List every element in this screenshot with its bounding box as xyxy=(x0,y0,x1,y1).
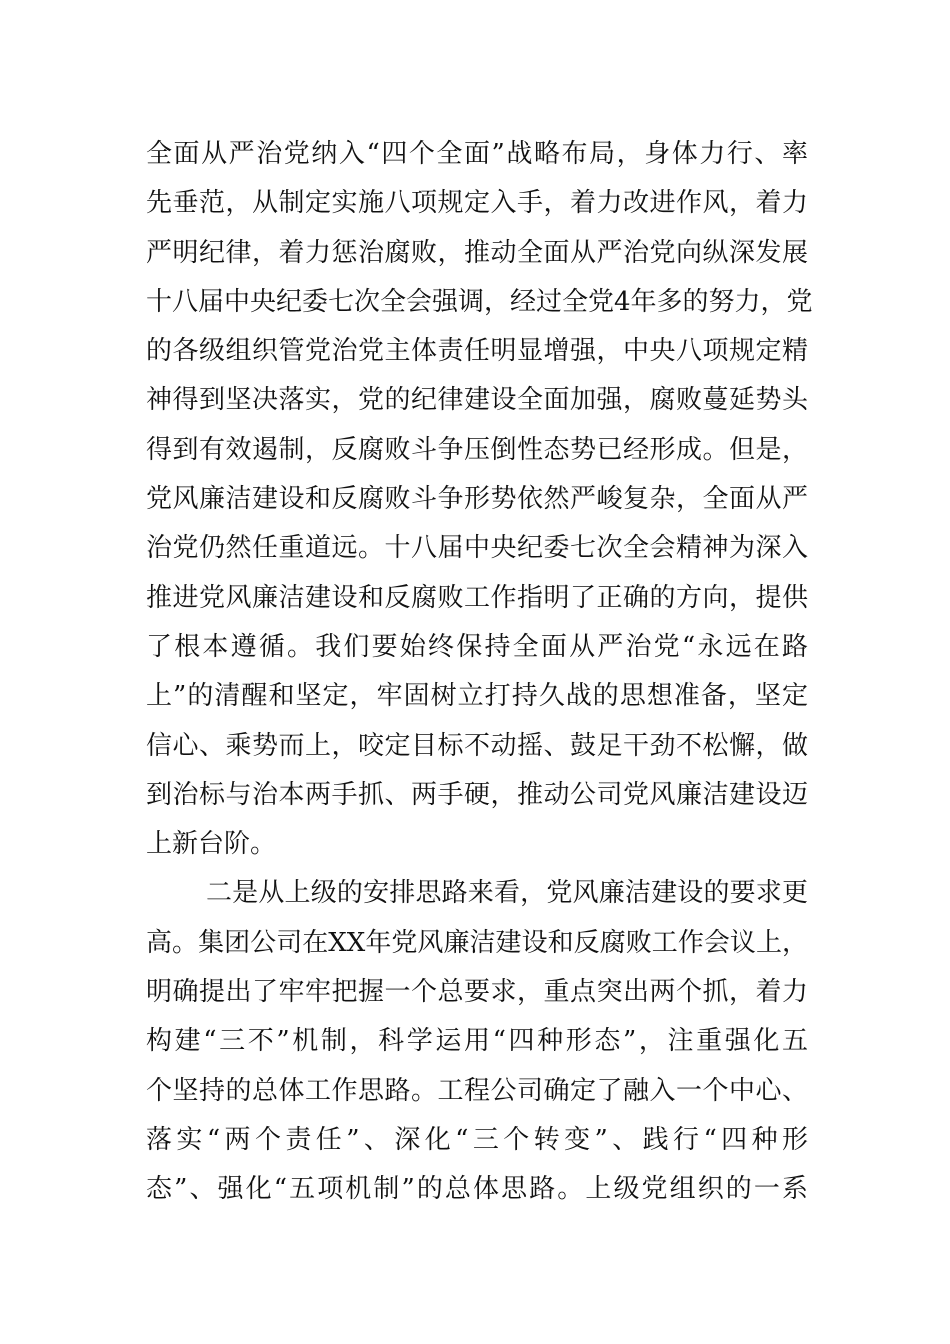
text-line: 神得到坚决落实，党的纪律建设全面加强，腐败蔓延势头 xyxy=(146,385,808,416)
text-line: 十八届中央纪委七次全会强调，经过全党4年多的努力，党 xyxy=(146,286,813,317)
text-line: 得到有效遏制，反腐败斗争压倒性态势已经形成。但是， xyxy=(146,434,808,465)
text-line: 了根本遵循。我们要始终保持全面从严治党“永远在路 xyxy=(146,631,808,662)
text-line: 高。集团公司在XX年党风廉洁建设和反腐败工作会议上， xyxy=(146,927,808,958)
text-line: 上”的清醒和坚定，牢固树立打持久战的思想准备，坚定 xyxy=(146,681,808,712)
text-line: 信心、乘势而上，咬定目标不动摇、鼓足干劲不松懈，做 xyxy=(146,730,808,761)
text-line: 到治标与治本两手抓、两手硬，推动公司党风廉洁建设迈 xyxy=(146,779,808,810)
text-line: 治党仍然任重道远。十八届中央纪委七次全会精神为深入 xyxy=(146,533,808,564)
text-line: 先垂范，从制定实施八项规定入手，着力改进作风，着力 xyxy=(146,188,808,219)
text-line: 明确提出了牢牢把握一个总要求，重点突出两个抓，着力 xyxy=(146,977,808,1008)
body-text xyxy=(146,130,813,1215)
text-line: 党风廉洁建设和反腐败斗争形势依然严峻复杂，全面从严 xyxy=(146,484,808,515)
paragraph-end-line: 上新台阶。 xyxy=(146,829,277,860)
text-line: 严明纪律，着力惩治腐败，推动全面从严治党向纵深发展 xyxy=(146,237,808,268)
text-line: 的各级组织管党治党主体责任明显增强，中央八项规定精 xyxy=(146,336,808,367)
paragraph-start-line: 二是从上级的安排思路来看，党风廉洁建设的要求更 xyxy=(206,878,808,909)
text-line: 落实“两个责任”、深化“三个转变”、践行“四种形 xyxy=(146,1124,808,1155)
text-line: 态”、强化“五项机制”的总体思路。上级党组织的一系 xyxy=(146,1174,808,1205)
text-line: 全面从严治党纳入“四个全面”战略布局，身体力行、率 xyxy=(146,139,808,169)
text-line: 构建“三不”机制，科学运用“四种形态”，注重强化五 xyxy=(146,1026,808,1057)
text-line: 个坚持的总体工作思路。工程公司确定了融入一个中心、 xyxy=(146,1075,808,1106)
text-line: 推进党风廉洁建设和反腐败工作指明了正确的方向，提供 xyxy=(146,582,808,613)
